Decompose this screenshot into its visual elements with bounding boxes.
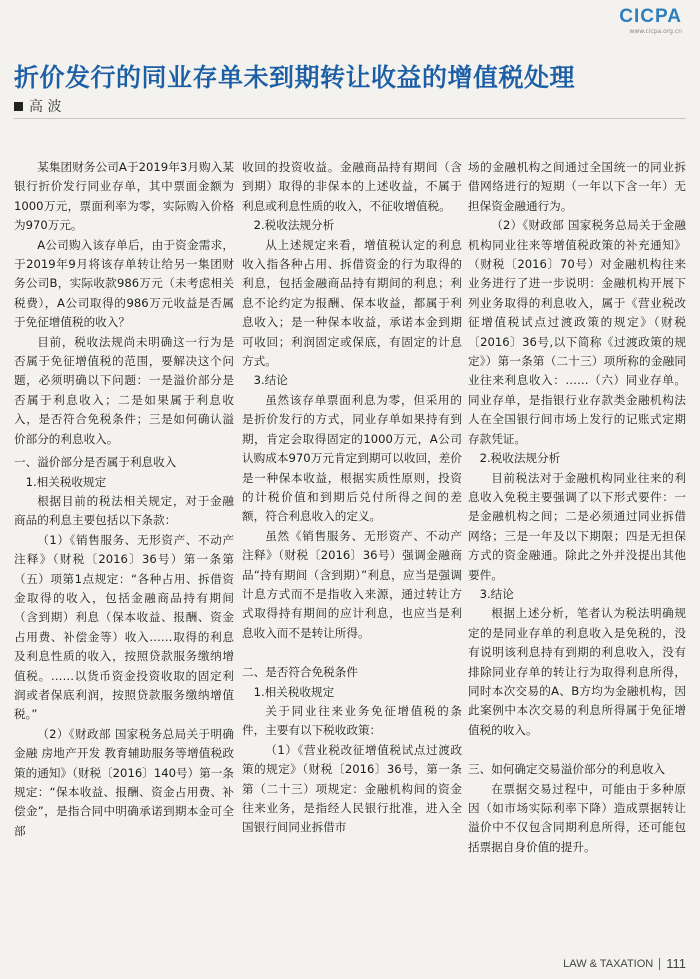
- journal-name: LAW & TAXATION: [563, 957, 654, 970]
- logo-url: www.cicpa.org.cn: [629, 28, 682, 35]
- author-line: [14, 96, 61, 116]
- paragraph-gap: [468, 740, 686, 756]
- cicpa-logo: [619, 6, 682, 35]
- section-heading: 三、如何确定交易溢价部分的利息收入: [468, 762, 666, 777]
- page-footer: [563, 956, 686, 971]
- square-bullet-icon: [14, 102, 23, 111]
- paragraph: 从上述规定来看，增值税认定的利息收入指各种占用、拆借资金的行为取得的利息，包括金融商品持有期间的利息；利息不论约定为报酬、保本收益，都属于利息收入；是一种保本收益，承诺本金到期可收回；利润固定或保底，有固定的计息方式。: [242, 237, 462, 369]
- section-heading: 一、溢价部分是否属于利息收入: [14, 455, 177, 470]
- paragraph: 关于同业往来业务免征增值税的条件，主要有以下税收政策：: [242, 703, 462, 738]
- paragraph: （2）《财政部 国家税务总局关于明确金融 房地产开发 教育辅助服务等增值税政策的通知》（财税〔2016〕140号）第一条规定：“保本收益、报酬、资金占用费、补偿金”，是指合同中明确承诺到期本金可全部: [14, 726, 234, 838]
- text-column-1: [14, 158, 234, 841]
- paragraph: 根据目前的税法相关规定，对于金融商品的利息主要包括以下条款：: [14, 493, 234, 528]
- subsection-heading: 1.相关税收规定: [253, 684, 335, 699]
- title-divider: [14, 118, 686, 119]
- subsection-heading: 1.相关税收规定: [25, 474, 107, 489]
- paragraph-gap: [242, 643, 462, 659]
- paragraph-continued: 收回的投资收益。金融商品持有期间（含到期）取得的非保本的上述收益，不属于利息或利息性质的收入，不征收增值税。: [242, 160, 462, 213]
- paragraph: （2）《财政部 国家税务总局关于金融机构同业往来等增值税政策的补充通知》（财税〔2016〕70号）对金融机构往来业务进行了进一步说明：金融机构开展下列业务取得的利息收入，属于《营业税改征增值税试点过渡政策的规定》（财税〔2016〕36号,以下简称《过渡政策的规定》）第一条第（二十三）项所称的金融同业往来利息收入：……（六）同业存单。同业存单，是指银行业存款类金融机构法人在全国银行间市场上发行的记账式定期存款凭证。: [468, 218, 686, 446]
- author-name: 高 波: [29, 99, 62, 115]
- paragraph: 目前，税收法规尚未明确这一行为是否属于免征增值税的范围，要解决这个问题，必须明确以下问题：一是溢价部分是否属于利息收入；二是如果属于利息收入，是否符合免税条件；三是如何确认溢价部分的利息收入。: [14, 334, 234, 446]
- subsection-heading: 3.结论: [253, 373, 288, 388]
- paragraph: 虽然《销售服务、无形资产、不动产注释》（财税〔2016〕36号）强调金融商品“持有期间（含到期）”利息，应当是强调计息方式而不是指收入来源，通过转让方式取得持有期间的应计利息，也应当是利息收入而不是转让所得。: [242, 528, 462, 640]
- paragraph: （1）《销售服务、无形资产、不动产注释》（财税〔2016〕36号）第一条第（五）项第1点规定：“各种占用、拆借资金取得的收入，包括金融商品持有期间（含到期）利息（保本收益、报酬、资金占用费、补偿金等）收入……取得的利息及利息性质的收入，按照贷款服务缴纳增值税。……以货币资金投资收取的固定利润或者保底利润，按照贷款服务缴纳增值税。”: [14, 532, 234, 722]
- text-column-3: [468, 158, 686, 857]
- footer-separator: [659, 958, 660, 970]
- text-column-2: [242, 158, 462, 838]
- subsection-heading: 2.税收法规分析: [479, 451, 561, 466]
- paragraph: 虽然该存单票面利息为零，但采用的是折价发行的方式，同业存单如果持有到期，肯定会取得固定的1000万元，A公司认购成本970万元肯定到期可以收回，差价是一种保本收益，根据实质性原则，投资的计税价值和到期后兑付所得之间的差额，符合利息收入的定义。: [242, 392, 462, 524]
- paragraph: 目前税法对于金融机构同业往来的利息收入免税主要强调了以下形式要件：一是金融机构之间；二是必须通过同业拆借网络；三是一年及以下期限；四是无担保方式的资金融通。除此之外并没提出其他要件。: [468, 470, 686, 582]
- paragraph: 某集团财务公司A于2019年3月购入某银行折价发行同业存单，其中票面金额为1000万元，票面利率为零，实际购入价格为970万元。: [14, 160, 234, 233]
- logo-mark: CICPA: [619, 6, 682, 27]
- subsection-heading: 3.结论: [479, 586, 514, 601]
- paragraph: 在票据交易过程中，可能由于多种原因（如市场实际利率下降）造成票据转让溢价中不仅包含同期利息所得，还可能包括票据自身价值的提升。: [468, 781, 686, 854]
- subsection-heading: 2.税收法规分析: [253, 218, 335, 233]
- paragraph: 根据上述分析，笔者认为税法明确规定的是同业存单的利息收入是免税的，没有说明该利息持有到期的利息收入，没有排除同业存单的转让行为取得利息所得，同时本次交易的A、B方均为金融机构，因此案例中本次交易的利息所得属于免征增值税的收入。: [468, 606, 686, 737]
- paragraph: （1）《营业税改征增值税试点过渡政策的规定》（财税〔2016〕36号，第一条第（二十三）项规定：金融机构间的资金往来业务，是指经人民银行批准，进入全国银行间同业拆借市: [242, 742, 462, 835]
- article-title: 折价发行的同业存单未到期转让收益的增值税处理: [14, 63, 576, 92]
- page-number: 111: [666, 956, 686, 971]
- paragraph: A公司购入该存单后，由于资金需求，于2019年9月将该存单转让给另一集团财务公司B，实际收款986万元（未考虑相关税费），A公司取得的986万元收益是否属于免征增值税的收入？: [14, 237, 234, 330]
- paragraph-continued: 场的金融机构之间通过全国统一的同业拆借网络进行的短期（一年以下含一年）无担保资金融通行为。: [468, 160, 686, 213]
- section-heading: 二、是否符合免税条件: [242, 665, 358, 680]
